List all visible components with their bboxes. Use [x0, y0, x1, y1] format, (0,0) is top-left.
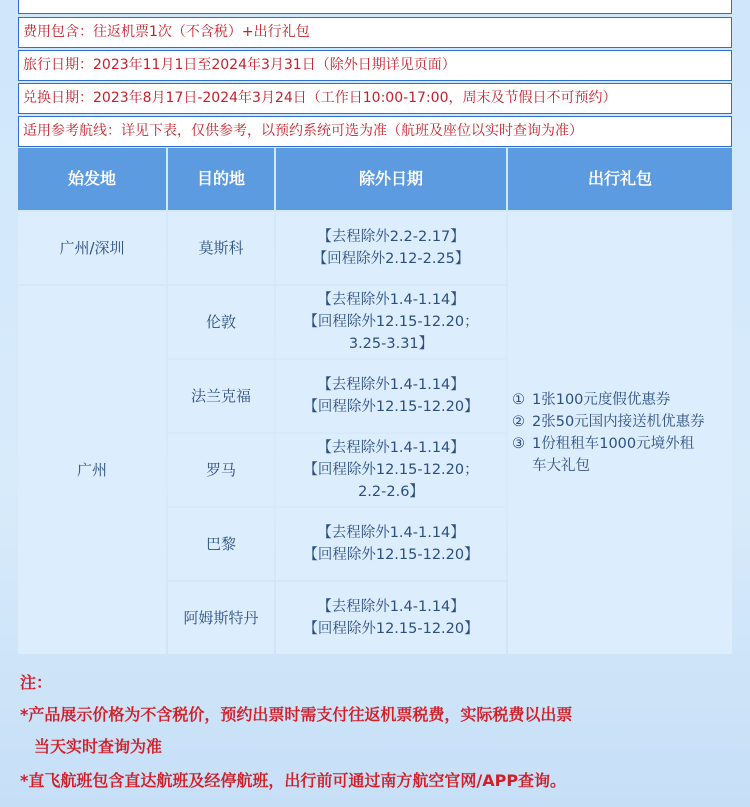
excl-line: 【去程除外1.4-1.14】: [317, 525, 465, 541]
header-destination: 目的地: [168, 148, 274, 210]
excl-line: 【去程除外1.4-1.14】: [317, 377, 465, 393]
dest-moscow: 莫斯科: [168, 212, 274, 284]
dest-frankfurt: 法兰克福: [168, 360, 274, 432]
gift-number: ②: [512, 414, 525, 430]
gift-text: 2张50元国内接送机优惠券: [532, 414, 705, 430]
gift-text: 1份租租车1000元境外租: [532, 436, 695, 452]
gift-pack-cell: [508, 212, 732, 654]
route-table: [18, 148, 732, 654]
excl-line: 【去程除外1.4-1.14】: [317, 440, 465, 456]
excl-line: 【回程除外12.15-12.20；: [303, 314, 479, 330]
excl-line: 【去程除外1.4-1.14】: [317, 292, 465, 308]
gift-number: [512, 455, 532, 477]
excl-paris: [276, 508, 506, 580]
dest-london: 伦敦: [168, 286, 274, 358]
travel-date-info: 旅行日期：2023年11月1日至2024年3月31日（除外日期详见页面）: [18, 50, 732, 81]
excl-rome: [276, 434, 506, 506]
excl-london: [276, 286, 506, 358]
excl-line: 【回程除外12.15-12.20】: [303, 547, 479, 563]
excl-line: 【去程除外1.4-1.14】: [317, 599, 465, 615]
excl-line: 3.25-3.31】: [348, 336, 434, 352]
excl-line: 【回程除外12.15-12.20】: [303, 399, 479, 415]
top-strip: [18, 0, 732, 14]
header-excluded-dates: 除外日期: [276, 148, 506, 210]
redeem-date-info: 兑换日期：2023年8月17日-2024年3月24日（工作日10:00-17:00，周末及节假日不可预约）: [18, 83, 732, 114]
dest-amsterdam: 阿姆斯特丹: [168, 582, 274, 654]
origin-guangzhou: 广州: [18, 286, 166, 654]
gift-text: 车大礼包: [532, 458, 590, 474]
excl-line: 【去程除外2.2-2.17】: [317, 229, 465, 245]
cost-info: 费用包含：往返机票1次（不含税）+出行礼包: [18, 17, 732, 48]
route-info: 适用参考航线：详见下表，仅供参考，以预约系统可选为准（航班及座位以实时查询为准）: [18, 116, 732, 147]
header-gift-pack: 出行礼包: [508, 148, 732, 210]
excl-line: 2.2-2.6】: [358, 484, 424, 500]
note-tax: *产品展示价格为不含税价，预约出票时需支付往返机票税费，实际税费以出票: [20, 705, 573, 724]
gift-text: 1张100元度假优惠券: [532, 392, 671, 408]
dest-paris: 巴黎: [168, 508, 274, 580]
excl-amsterdam: [276, 582, 506, 654]
excl-line: 【回程除外12.15-12.20】: [303, 621, 479, 637]
excl-line: 【回程除外12.15-12.20；: [303, 462, 479, 478]
origin-guangzhou-shenzhen: 广州/深圳: [18, 212, 166, 284]
excl-line: 【回程除外2.12-2.25】: [312, 251, 470, 267]
notes-title: 注：: [20, 673, 53, 692]
gift-item: [512, 389, 670, 411]
gift-number: ③: [512, 436, 525, 452]
gift-item: [512, 433, 694, 455]
note-direct-flight: *直飞航班包含直达航班及经停航班，出行前可通过南方航空官网/APP查询。: [20, 771, 567, 790]
header-origin: 始发地: [18, 148, 166, 210]
dest-rome: 罗马: [168, 434, 274, 506]
note-tax-cont: 当天实时查询为准: [34, 737, 163, 756]
gift-item: [512, 411, 705, 433]
gift-item: [512, 455, 590, 477]
excl-moscow: [276, 212, 506, 284]
excl-frankfurt: [276, 360, 506, 432]
gift-number: ①: [512, 392, 525, 408]
